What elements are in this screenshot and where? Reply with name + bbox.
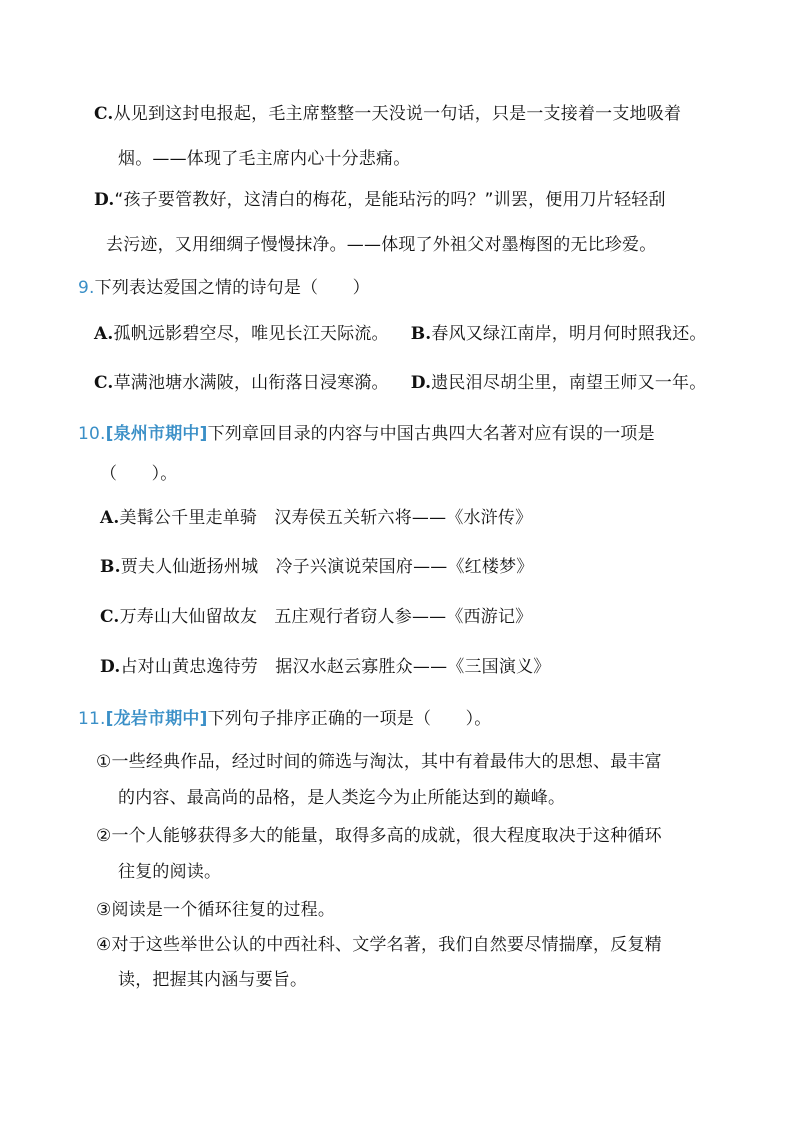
question-stem: （ ）。 [100, 464, 178, 484]
option-letter: B. [410, 324, 432, 344]
option-text: 孤帆远影碧空尽，唯见长江天际流。 [113, 324, 389, 344]
q11-sentence-4-line1 [96, 933, 662, 957]
question-number: 10. [78, 424, 106, 444]
q10-stem-line1 [78, 422, 655, 446]
q11-sentence-4-line2 [118, 968, 307, 992]
option-letter: D. [100, 657, 121, 677]
q11-sentence-2-line2 [118, 860, 221, 884]
question-number: 9. [78, 278, 95, 298]
option-text: 从见到这封电报起，毛主席整整一天没说一句话，只是一支接着一支地吸着 [113, 104, 682, 124]
option-text: 草满池塘水满陂，山衔落日浸寒漪。 [113, 373, 389, 393]
option-letter: A. [100, 508, 120, 528]
question-source: [龙岩市期中] [105, 709, 208, 729]
option-text: 春风又绿江南岸，明月何时照我还。 [431, 324, 707, 344]
option-text: “孩子要管教好，这清白的梅花，是能玷污的吗？”训罢，便用刀片轻轻刮 [114, 190, 666, 210]
sentence-text: 的内容、最高尚的品格，是人类迄今为止所能达到的巅峰。 [118, 788, 566, 808]
q8-option-c-line2 [118, 147, 410, 171]
q11-sentence-1-line2 [118, 786, 565, 810]
option-text: 美髯公千里走单骑 汉寿侯五关斩六将——《水浒传》 [119, 508, 533, 528]
question-source: [泉州市期中] [105, 424, 208, 444]
sentence-text: ①一些经典作品，经过时间的筛选与淘汰，其中有着最伟大的思想、最丰富 [96, 752, 662, 772]
q9-stem [78, 276, 370, 300]
q10-option-d [100, 655, 550, 679]
option-letter: D. [410, 373, 432, 393]
q11-sentence-3-line1 [96, 898, 335, 922]
option-text: 烟。——体现了毛主席内心十分悲痛。 [118, 149, 411, 169]
sentence-text: 往复的阅读。 [118, 862, 222, 882]
q8-option-c-line1 [94, 102, 681, 126]
option-letter: A. [94, 324, 114, 344]
question-number: 11. [78, 709, 106, 729]
q11-sentence-1-line1 [96, 750, 662, 774]
q9-options-ab [94, 322, 707, 346]
question-stem: 下列表达爱国之情的诗句是（ ） [94, 278, 370, 298]
q9-options-cd [94, 371, 706, 395]
option-text: 贾夫人仙逝扬州城 冷子兴演说荣国府——《红楼梦》 [120, 557, 534, 577]
q11-sentence-2-line1 [96, 824, 662, 848]
option-text: 遗民泪尽胡尘里，南望王师又一年。 [431, 373, 707, 393]
q8-option-d-line1 [94, 188, 666, 212]
q10-option-a [100, 506, 532, 530]
q10-option-c [100, 605, 532, 629]
option-text: 占对山黄忠逸待劳 据汉水赵云寡胜众——《三国演义》 [120, 657, 551, 677]
q11-stem [78, 707, 492, 731]
option-text: 万寿山大仙留故友 五庄观行者窃人参——《西游记》 [119, 607, 533, 627]
q10-option-b [100, 555, 534, 579]
q8-option-d-line2 [106, 233, 656, 257]
sentence-text: ④对于这些举世公认的中西社科、文学名著，我们自然要尽情揣摩，反复精 [96, 935, 662, 955]
sentence-text: ③阅读是一个循环往复的过程。 [96, 900, 336, 920]
question-stem: 下列章回目录的内容与中国古典四大名著对应有误的一项是 [207, 424, 655, 444]
option-text: 去污迹，又用细绸子慢慢抹净。——体现了外祖父对墨梅图的无比珍爱。 [106, 235, 657, 255]
option-letter: B. [100, 557, 121, 577]
option-letter: C. [100, 607, 120, 627]
question-stem: 下列句子排序正确的一项是（ ）。 [207, 709, 492, 729]
q10-stem-line2 [100, 462, 178, 486]
option-letter: D. [94, 190, 115, 210]
option-letter: C. [94, 373, 114, 393]
sentence-text: 读，把握其内涵与要旨。 [118, 970, 308, 990]
sentence-text: ②一个人能够获得多大的能量，取得多高的成就，很大程度取决于这种循环 [96, 826, 662, 846]
option-letter: C. [94, 104, 114, 124]
